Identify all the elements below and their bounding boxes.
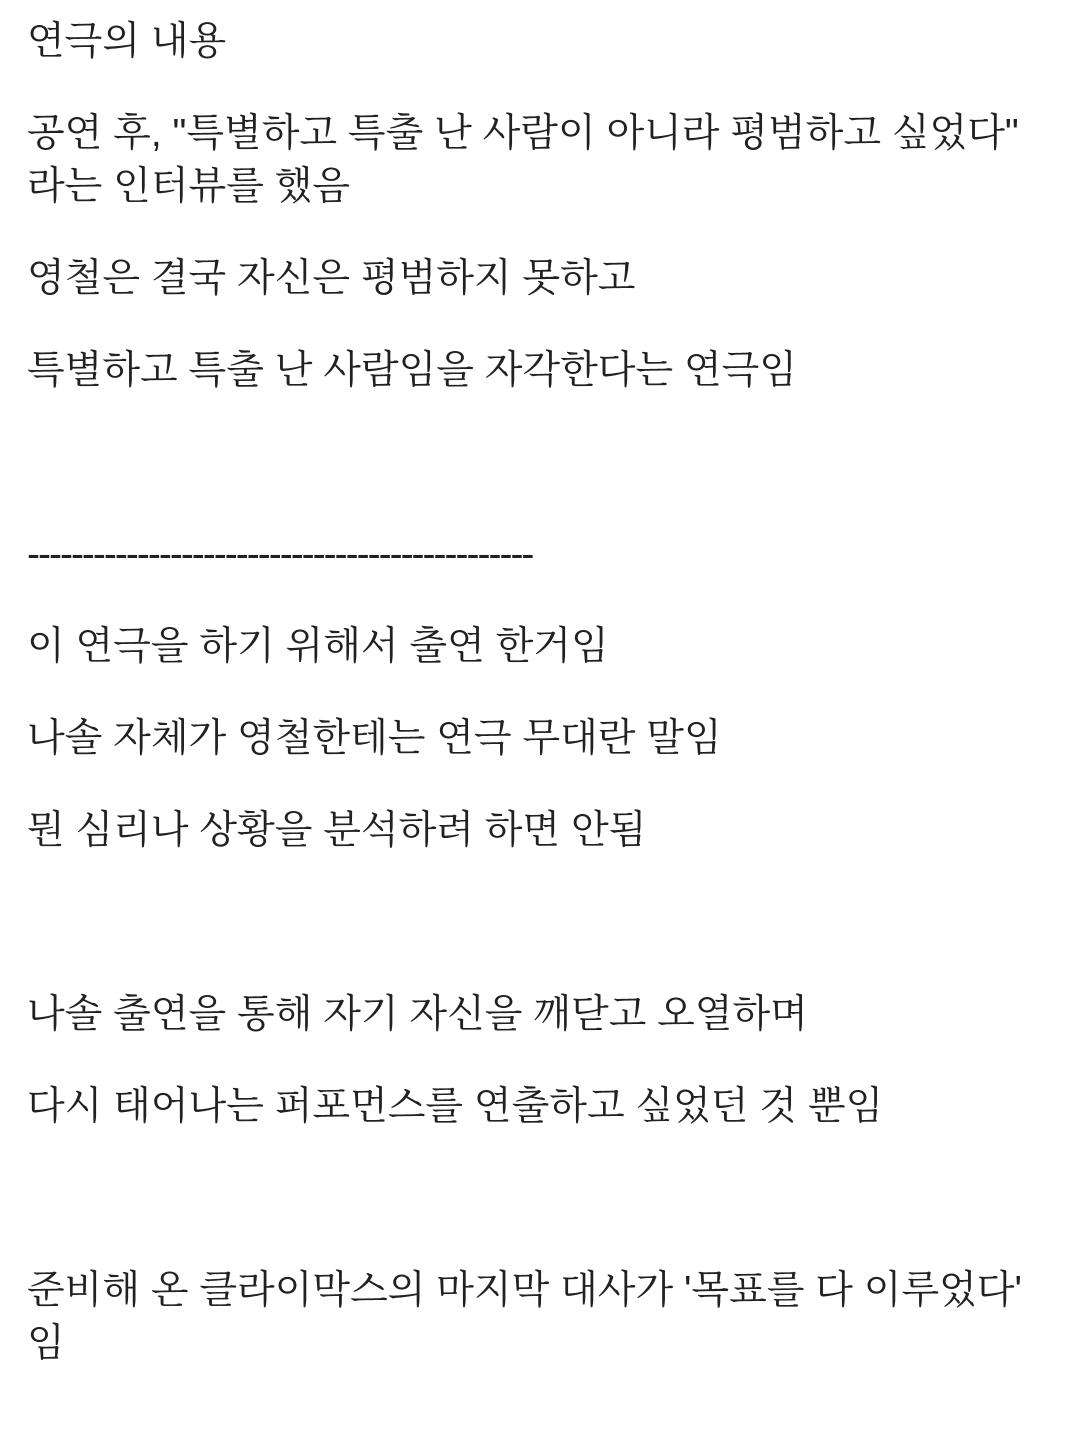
post-paragraph: 준비해 온 클라이막스의 마지막 대사가 '목표를 다 이루었다' 임: [27, 1269, 1022, 1365]
blank-line: [27, 896, 1055, 949]
dashed-divider: ----------------------------------------------: [27, 533, 533, 576]
post-paragraph: 연극의 내용: [27, 20, 227, 63]
post-paragraph: 나솔 자체가 영철한테는 연극 무대란 말임: [27, 717, 722, 760]
post-paragraph: 다시 태어나는 퍼포먼스를 연출하고 싶었던 것 뿐임: [27, 1085, 884, 1128]
post-paragraph: 공연 후, "특별하고 특출 난 사람이 아니라 평범하고 싶었다" 라는 인터뷰를 했음: [27, 112, 1019, 208]
blank-line: [27, 436, 1055, 489]
post-paragraph: 이 연극을 하기 위해서 출연 한거임: [27, 625, 609, 668]
post-paragraph: 영철은 결국 자신은 평범하지 못하고: [27, 257, 636, 300]
blank-line: [27, 1172, 1055, 1225]
post-paragraph: 특별하고 특출 난 사람임을 자각한다는 연극임: [27, 349, 797, 392]
post-content: [27, 15, 1055, 1370]
post-paragraph: 나솔 출연을 통해 자기 자신을 깨닫고 오열하며: [27, 993, 808, 1036]
post-paragraph: 뭔 심리나 상황을 분석하려 하면 안됨: [27, 809, 647, 852]
